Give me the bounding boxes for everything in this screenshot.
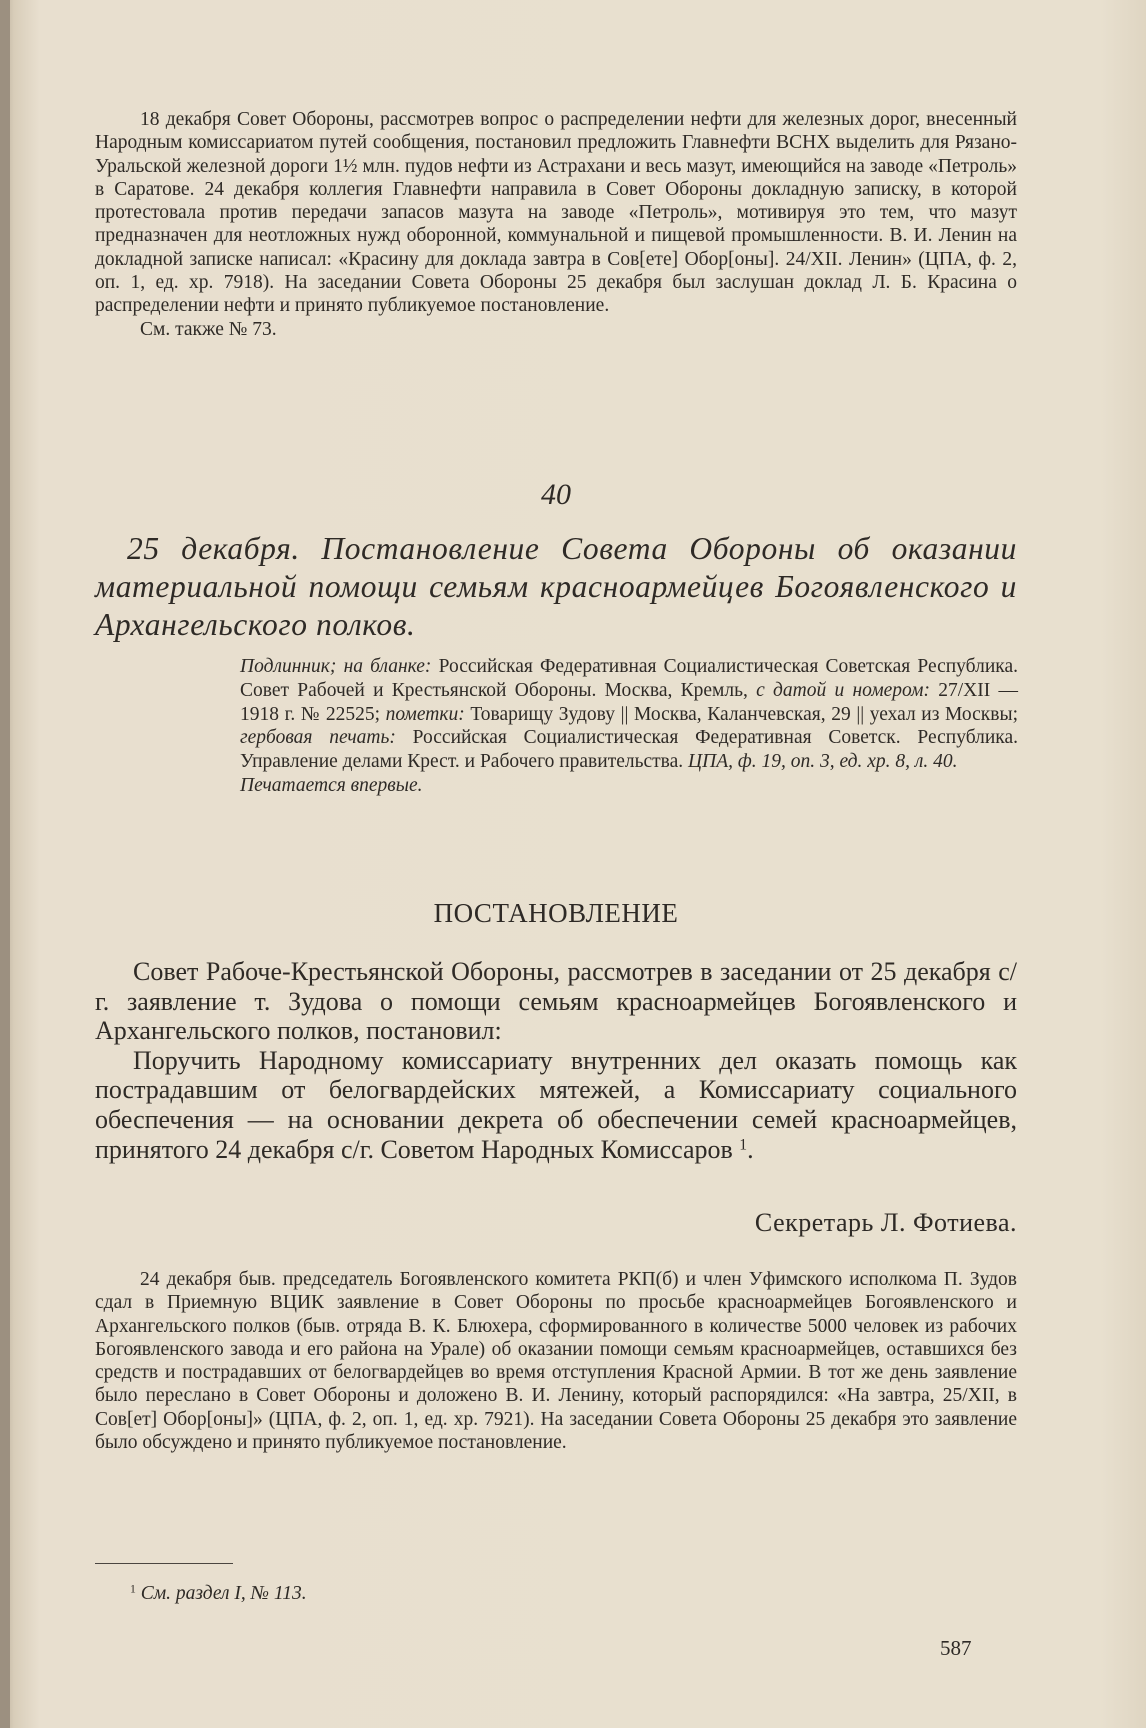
resolution-body bbox=[95, 957, 1017, 1164]
source-printed-note: Печатается впервые. bbox=[240, 774, 423, 796]
document-number: 40 bbox=[541, 478, 571, 511]
intro-paragraph: 18 декабря Совет Обороны, рассмотрев вопрос о распределении нефти для железных дорог, внесенный Народным комиссариатом путей сообщения, постановил предложить Главнефти ВСНХ выделить для Рязано-Уральской железной дороги 1½ млн. пудов нефти из Астрахани и весь мазут, имеющийся на заводе «Петроль» в Саратове. 24 декабря коллегия Главнефти направила в Совет Обороны докладную записку, в которой протестовала против передачи запасов мазута на заводе «Петроль», мотивируя это тем, что мазут предназначен для неотложных нужд оборонной, коммунальной и пищевой промышленности. В. И. Ленин на докладной записке написал: «Красину для доклада завтра в Сов[ете] Обор[оны]. 24/XII. Ленин» (ЦПА, ф. 2, оп. 1, ед. хр. 7918). На заседании Совета Обороны 25 декабря был заслушан доклад Л. Б. Красина о распределении нефти и принято публикуемое постановление. bbox=[95, 109, 1017, 317]
intro-commentary bbox=[95, 108, 1017, 341]
see-also-note: См. также № 73. bbox=[140, 318, 277, 340]
source-label-marks: пометки: bbox=[385, 703, 465, 725]
footnote-divider bbox=[95, 1563, 233, 1564]
source-label-seal: гербовая печать: bbox=[240, 727, 396, 749]
document-title bbox=[95, 530, 1017, 644]
source-description bbox=[240, 655, 1018, 798]
source-text-2: 27/XII — 1918 г. № 22525; bbox=[240, 679, 1019, 725]
source-text-3: Товарищу Зудову || Москва, Каланчевская, 29 || уехал из Москвы; bbox=[464, 703, 1018, 725]
source-archive: ЦПА, ф. 19, оп. 3, ед. хр. 8, л. 40. bbox=[688, 751, 958, 773]
page-number: 587 bbox=[940, 1636, 972, 1660]
source-paragraph bbox=[240, 655, 1018, 774]
footnote-text: См. раздел I, № 113. bbox=[140, 1583, 307, 1604]
resolution-paragraph-1: Совет Рабоче-Крестьянской Обороны, рассмотрев в заседании от 25 декабря с/г. заявление т. Зудова о помощи семьям красноармейцев Богоявленского и Архангельского полков, постановил: bbox=[95, 957, 1017, 1046]
source-text-4: Российская Социалистическая Федеративная Советск. Республика. Управление делами Крест. и Рабочего правительства. bbox=[240, 727, 1019, 773]
source-text-1: Российская Федеративная Социалистическая Советская Республика. Совет Рабочей и Крестьянской Обороны. Москва, Кремль, bbox=[240, 656, 1018, 701]
book-spine-shadow bbox=[0, 0, 10, 1728]
resolution-paragraph-2 bbox=[95, 1046, 1017, 1164]
document-title-text: 25 декабря. Постановление Совета Обороны об оказании материальной помощи семьям красноармейцев Богоявленского и Архангельского полков. bbox=[95, 531, 1017, 642]
footnote-reference: 1 bbox=[739, 1135, 748, 1153]
resolution-heading: ПОСТАНОВЛЕНИЕ bbox=[433, 898, 679, 928]
resolution-paragraph-2-text: Поручить Народному комиссариату внутренних дел оказать помощь как пострадавшим от белогвардейских мятежей, а Комиссариату социального обеспечения — на основании декрета об обеспечении семей красноармейцев, принятого 24 декабря с/г. Советом Народных Комиссаров bbox=[95, 1045, 1017, 1164]
source-label-date: с датой и номером: bbox=[756, 679, 930, 701]
editorial-note bbox=[95, 1268, 1017, 1454]
editorial-note-paragraph: 24 декабря быв. председатель Богоявленского комитета РКП(б) и член Уфимского исполкома П. Зудов сдал в Приемную ВЦИК заявление в Совет Обороны по просьбе красноармейцев Богоявленского и Архангельского полков (быв. отряда В. К. Блюхера, сформированного в количестве 5000 человек из рабочих Богоявленского завода и его района на Урале) об оказании помощи семьям красноармейцев, оставшихся без средств и пострадавших от белогвардейцев во время отступления Красной Армии. В тот же день заявление было переслано в Совет Обороны и доложено В. И. Ленину, который распорядился: «На завтра, 25/XII, в Сов[ет] Обор[оны]» (ЦПА, ф. 2, оп. 1, ед. хр. 7921). На заседании Совета Обороны 25 декабря это заявление было обсуждено и принято публикуемое постановление. bbox=[95, 1269, 1017, 1454]
footnote bbox=[130, 1583, 307, 1605]
signature: Секретарь Л. Фотиева. bbox=[754, 1208, 1017, 1237]
resolution-paragraph-2-end: . bbox=[747, 1134, 754, 1164]
footnote-marker: 1 bbox=[130, 1582, 136, 1596]
source-label-original: Подлинник; на бланке: bbox=[240, 656, 432, 677]
